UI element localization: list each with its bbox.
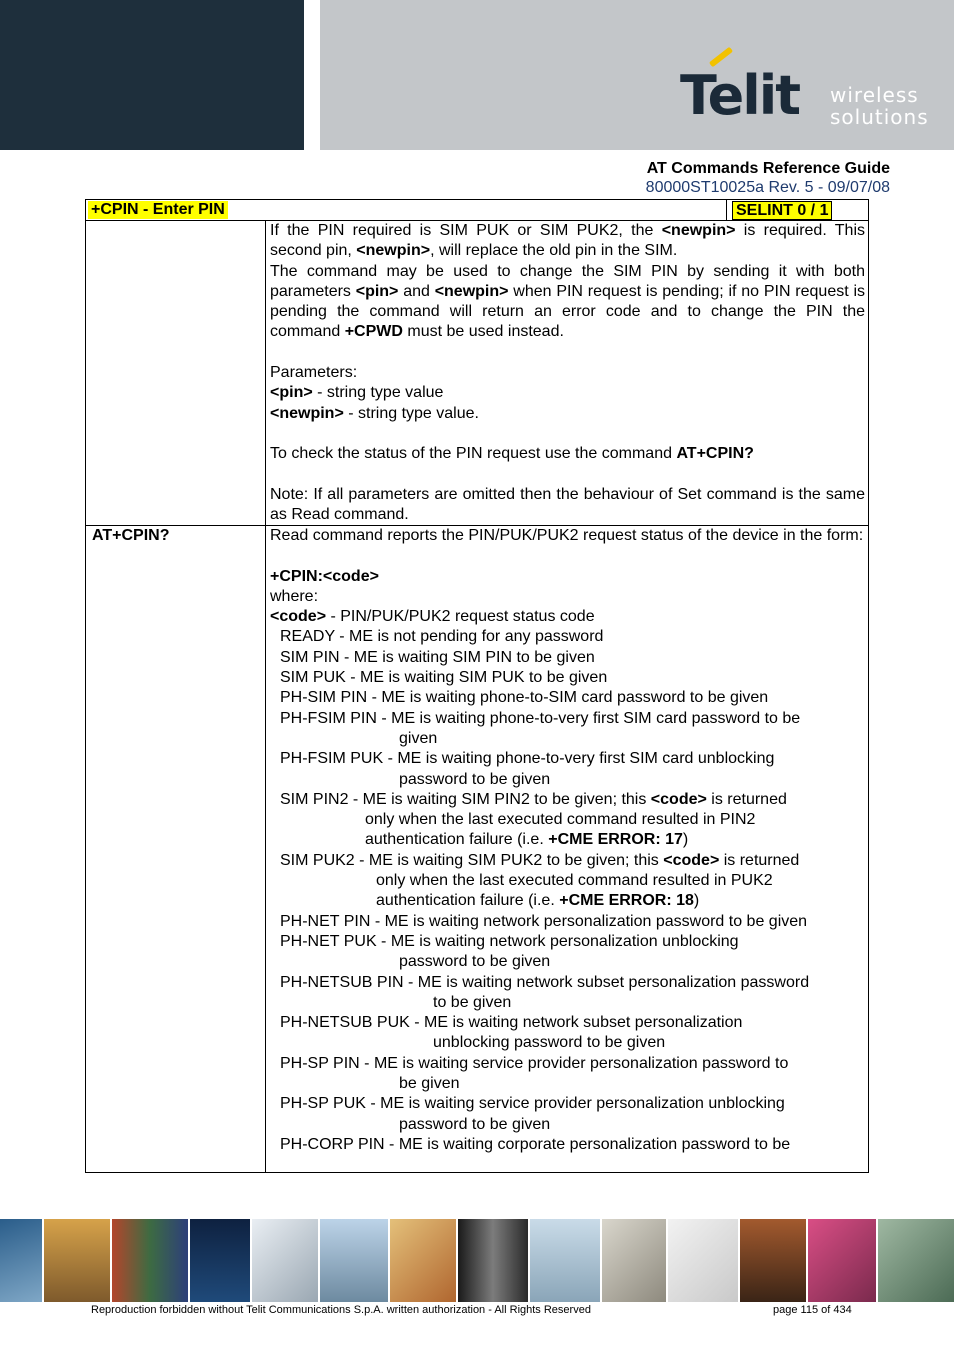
list-item: PH-NETSUB PUK - ME is waiting network subset personalization: [280, 1014, 743, 1032]
text: If the PIN required is SIM PUK or SIM PUK2, the: [270, 222, 662, 239]
text: must be used instead.: [402, 323, 564, 341]
command-name-cell: [86, 200, 727, 220]
text-bold: <code>: [650, 790, 707, 808]
list-item: PH-SP PIN - ME is waiting service provider personalization password to: [280, 1054, 789, 1072]
read-intro: Read command reports the PIN/PUK/PUK2 request status of the device in the form:: [270, 527, 864, 544]
list-item-cont: given: [399, 729, 438, 747]
text: is returned: [706, 790, 787, 808]
text-bold: <newpin>: [434, 282, 509, 300]
text: SIM PIN2 - ME is waiting SIM PIN2 to be given; this: [280, 790, 651, 808]
code-param: [270, 607, 865, 627]
photo-tile: [530, 1219, 600, 1302]
code-values-list: [270, 627, 865, 1155]
list-item: [280, 851, 865, 871]
text: - string type value: [312, 384, 444, 402]
list-item: PH-FSIM PIN - ME is waiting phone-to-very first SIM card password to be: [280, 709, 801, 727]
page-number: page 115 of 434: [773, 1304, 852, 1316]
list-item-cont: only when the last executed command resulted in PIN2: [365, 811, 756, 829]
document-title: [646, 159, 890, 197]
text: ): [693, 892, 700, 910]
text-bold: <newpin>: [661, 222, 736, 239]
photo-tile: [740, 1219, 806, 1302]
text-bold: <newpin>: [270, 404, 344, 422]
response-format: [270, 567, 865, 587]
parameters-label: Parameters:: [270, 364, 358, 382]
photo-tile: [190, 1219, 250, 1302]
where-label: where:: [270, 587, 319, 605]
text-bold: AT+CPIN?: [676, 445, 754, 463]
photo-tile: [44, 1219, 110, 1302]
photo-tile: [602, 1219, 666, 1302]
photo-tile: [808, 1219, 876, 1302]
photo-tile: [112, 1219, 188, 1302]
paragraph-change-pin: [270, 262, 865, 343]
text: , will replace the old pin in the SIM.: [430, 242, 678, 260]
note-paragraph: Note: If all parameters are omitted then the behaviour of Set command is the same as Read command.: [270, 485, 865, 524]
list-item-cont: unblocking password to be given: [433, 1034, 666, 1052]
list-item: PH-FSIM PUK - ME is waiting phone-to-very first SIM card unblocking: [280, 750, 775, 768]
text-bold: +CME ERROR: 18: [559, 892, 694, 910]
text: The command may be used to change the SIM PIN by sending it with both parameters: [270, 262, 865, 300]
list-item-cont: to be given: [433, 993, 512, 1011]
footer-photo-strip: [0, 1219, 954, 1302]
text-bold: <newpin>: [356, 242, 431, 260]
list-item: [280, 790, 865, 810]
logo-wordmark: Telit: [680, 64, 800, 127]
param-pin: [270, 383, 865, 403]
list-item-cont: password to be given: [399, 953, 551, 971]
list-item-cont: password to be given: [399, 1115, 551, 1133]
text-bold: +CPIN:<code>: [270, 567, 379, 585]
photo-tile: [878, 1219, 954, 1302]
text: - PIN/PUK/PUK2 request status code: [326, 608, 595, 626]
text-bold: <code>: [270, 608, 327, 626]
text-bold: +CPWD: [344, 323, 403, 341]
set-command-description: [270, 221, 865, 525]
text-bold: +CME ERROR: 17: [548, 831, 683, 849]
text-bold: <pin>: [355, 282, 399, 300]
photo-tile: [0, 1219, 42, 1302]
list-item: PH-NET PIN - ME is waiting network personalization password to be given: [280, 912, 808, 930]
paragraph-newpin: [270, 221, 865, 262]
text: is returned: [719, 851, 800, 869]
photo-tile: [252, 1219, 318, 1302]
check-status-paragraph: [270, 444, 865, 464]
text: authentication failure (i.e.: [376, 892, 560, 910]
photo-tile: [320, 1219, 388, 1302]
telit-logo: [676, 52, 936, 132]
text-bold: <pin>: [270, 384, 313, 402]
list-item: PH-SIM PIN - ME is waiting phone-to-SIM card password to be given: [280, 689, 769, 707]
logo-tagline-2: solutions: [830, 105, 929, 129]
list-item: SIM PIN - ME is waiting SIM PIN to be given: [280, 648, 595, 666]
list-item: PH-NET PUK - ME is waiting network personalization unblocking: [280, 932, 739, 950]
header-dark-panel: [0, 0, 304, 150]
param-newpin: [270, 404, 865, 424]
page-footer: [91, 1303, 867, 1317]
text: when PIN request is pending; if no PIN request is pending the command will return an error code and to change the PIN the command: [270, 282, 865, 341]
text: SIM PUK2 - ME is waiting SIM PUK2 to be given; this: [280, 851, 664, 869]
copyright-notice: Reproduction forbidden without Telit Communications S.p.A. written authorization - All Rights Reserved: [91, 1304, 591, 1316]
list-item: PH-CORP PIN - ME is waiting corporate personalization password to be: [280, 1135, 791, 1153]
text: To check the status of the PIN request use the command: [270, 445, 677, 463]
list-item-cont: [280, 891, 865, 911]
photo-tile: [390, 1219, 456, 1302]
text: - string type value.: [343, 404, 479, 422]
command-header-row: [86, 200, 868, 221]
text-bold: <code>: [663, 851, 720, 869]
text: ): [682, 831, 689, 849]
list-item: PH-NETSUB PIN - ME is waiting network subset personalization password: [280, 973, 810, 991]
text: is required. This second pin,: [270, 222, 865, 260]
read-command-description: [270, 526, 865, 1155]
selint-badge: SELINT 0 / 1: [732, 201, 832, 220]
text: authentication failure (i.e.: [365, 831, 549, 849]
command-table: [85, 199, 869, 1173]
column-divider: [265, 221, 266, 1173]
text: and: [398, 282, 435, 300]
list-item-cont: [280, 830, 865, 850]
list-item-cont: only when the last executed command resulted in PUK2: [376, 872, 773, 890]
photo-tile: [458, 1219, 528, 1302]
list-item: READY - ME is not pending for any password: [280, 628, 604, 646]
logo-tagline-1: wireless: [830, 83, 919, 107]
list-item-cont: be given: [399, 1075, 460, 1093]
guide-revision: 80000ST10025a Rev. 5 - 09/07/08: [645, 179, 890, 196]
list-item: SIM PUK - ME is waiting SIM PUK to be given: [280, 669, 608, 687]
photo-tile: [668, 1219, 738, 1302]
list-item: PH-SP PUK - ME is waiting service provider personalization unblocking: [280, 1095, 785, 1113]
guide-title: AT Commands Reference Guide: [646, 160, 890, 177]
read-command-label: AT+CPIN?: [92, 527, 170, 544]
logo-tagline: [830, 84, 929, 128]
command-name: +CPIN - Enter PIN: [88, 201, 228, 219]
list-item-cont: password to be given: [399, 770, 551, 788]
